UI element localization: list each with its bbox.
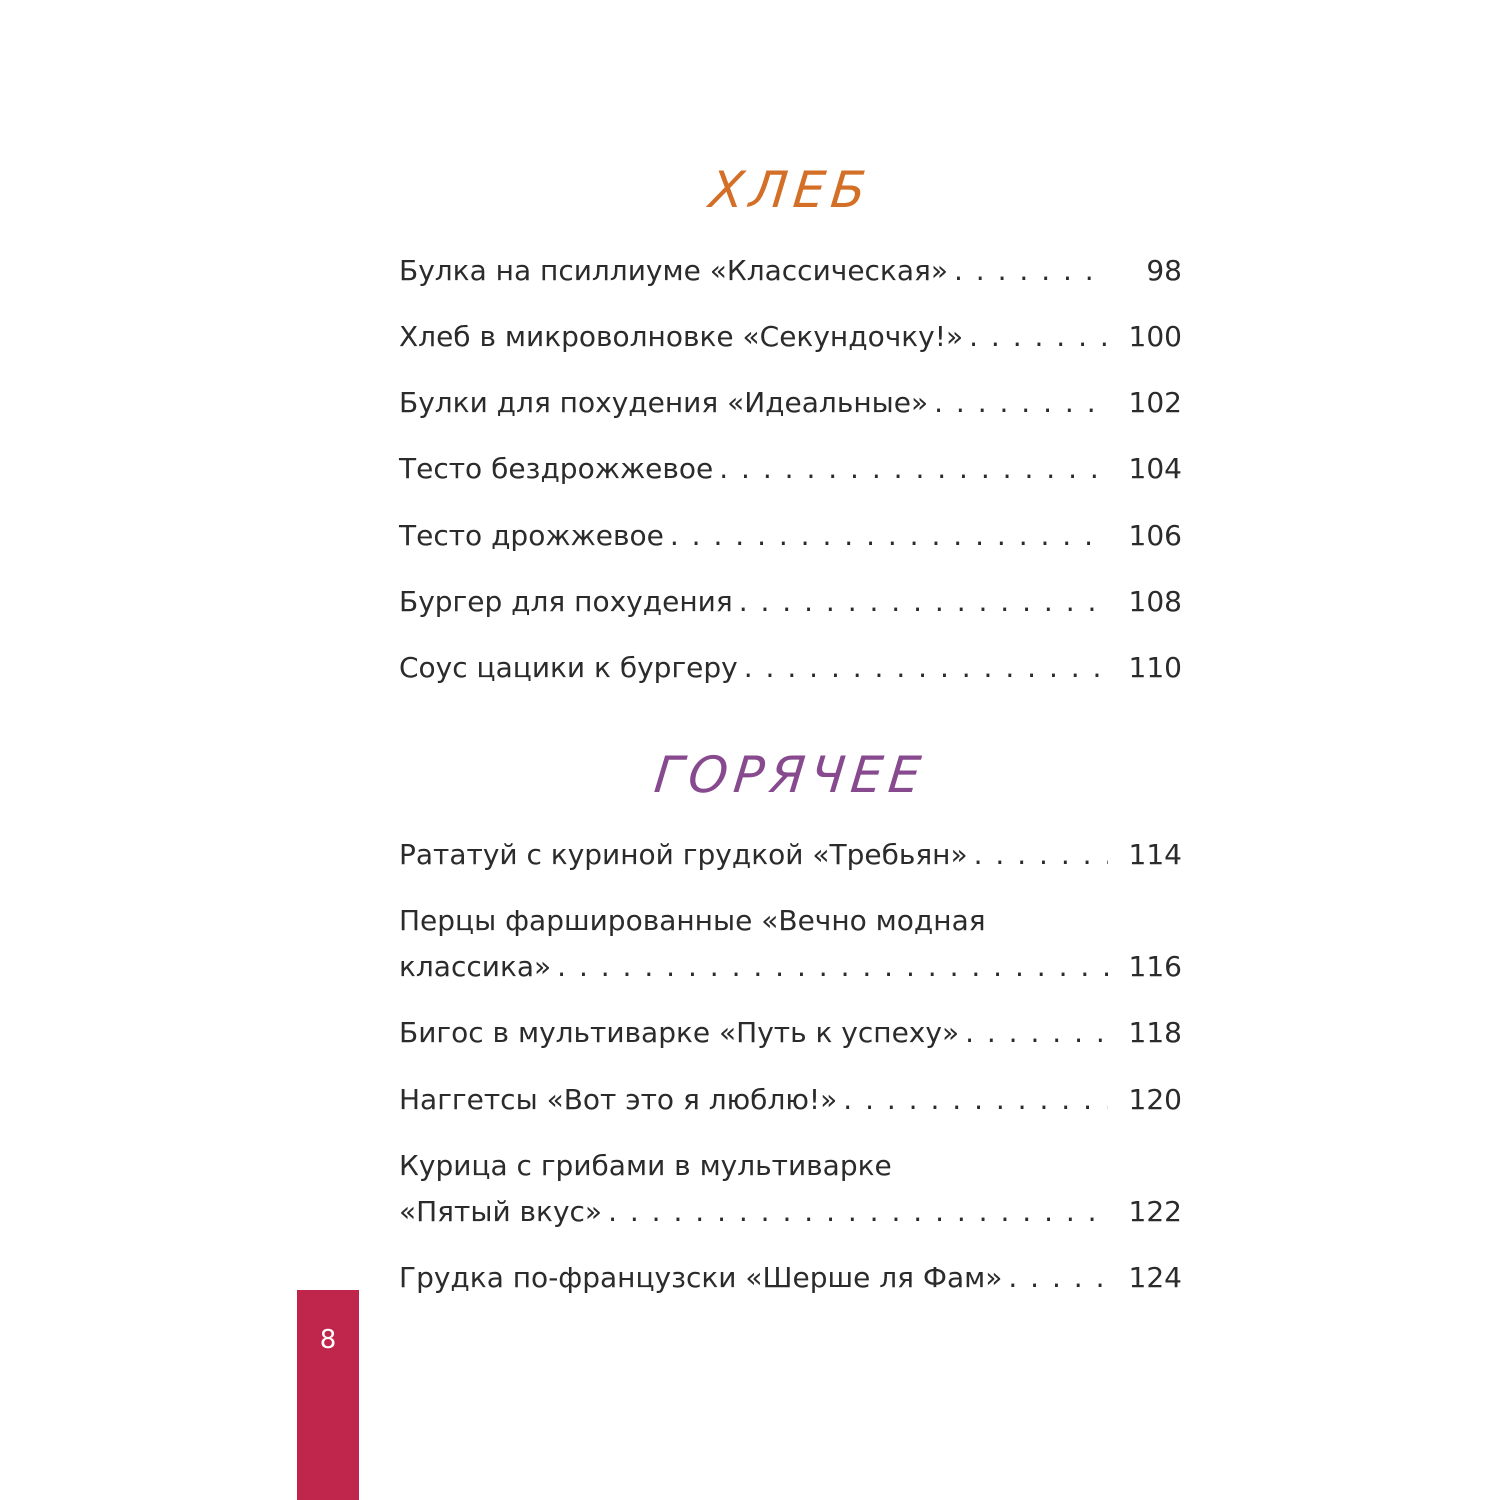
entry-title: Соус цацики к бургеру — [399, 651, 738, 684]
entry-title: Бургер для похудения — [399, 585, 733, 618]
entry-title: Булка на псиллиуме «Классическая» — [399, 254, 948, 287]
toc-entry[interactable] — [399, 1010, 1182, 1056]
dot-leader — [934, 380, 1108, 426]
dot-leader — [608, 1189, 1108, 1235]
toc-entry[interactable] — [399, 380, 1182, 426]
dot-leader — [954, 248, 1108, 294]
dot-leader — [670, 513, 1108, 559]
entry-title-line-2: классика» — [399, 950, 552, 983]
toc-entry[interactable] — [399, 513, 1182, 559]
entry-title-line-2: «Пятый вкус» — [399, 1195, 603, 1228]
page-number: 8 — [319, 1325, 337, 1355]
dot-leader — [969, 314, 1108, 360]
entry-title: Бигос в мультиварке «Путь к успеху» — [399, 1016, 960, 1049]
toc-entry[interactable] — [399, 579, 1182, 625]
entry-title: Наггетсы «Вот это я люблю!» — [399, 1083, 838, 1116]
entry-title: Тесто дрожжевое — [399, 519, 664, 552]
entry-title-line-1: Перцы фаршированные «Вечно модная — [399, 904, 986, 937]
dot-leader — [1008, 1255, 1108, 1301]
section-title-hot: ГОРЯЧЕЕ — [651, 746, 930, 804]
entry-title: Хлеб в микроволновке «Секундочку!» — [399, 320, 964, 353]
dot-leader — [965, 1010, 1108, 1056]
toc-entry[interactable] — [399, 832, 1182, 878]
entry-page: 114 — [1128, 838, 1182, 871]
entry-page: 102 — [1128, 386, 1182, 419]
page-number-tab — [297, 1290, 359, 1500]
dot-leader — [739, 579, 1108, 625]
toc-entry[interactable] — [399, 314, 1182, 360]
dot-leader — [744, 645, 1108, 691]
entry-page: 122 — [1128, 1195, 1182, 1228]
toc-entry[interactable] — [399, 446, 1182, 492]
entry-title-line-1: Курица с грибами в мультиварке — [399, 1149, 892, 1182]
entry-title: Рататуй с куриной грудкой «Требьян» — [399, 838, 968, 871]
dot-leader — [974, 832, 1108, 878]
toc-entry[interactable] — [399, 248, 1182, 294]
entry-page: 106 — [1128, 519, 1182, 552]
entry-page: 98 — [1146, 254, 1182, 287]
entry-page: 108 — [1128, 585, 1182, 618]
entry-title: Булки для похудения «Идеальные» — [399, 386, 929, 419]
entry-page: 118 — [1128, 1016, 1182, 1049]
toc-entry[interactable] — [399, 1255, 1182, 1301]
dot-leader — [843, 1077, 1108, 1123]
toc-entry[interactable] — [399, 898, 1182, 990]
toc-entry[interactable] — [399, 645, 1182, 691]
dot-leader — [719, 446, 1108, 492]
entry-title: Грудка по-французски «Шерше ля Фам» — [399, 1261, 1003, 1294]
entry-page: 110 — [1128, 651, 1182, 684]
dot-leader — [557, 944, 1108, 990]
entry-page: 104 — [1128, 452, 1182, 485]
entry-page: 116 — [1128, 950, 1182, 983]
entry-page: 120 — [1128, 1083, 1182, 1116]
toc-entry[interactable] — [399, 1077, 1182, 1123]
entry-title: Тесто бездрожжевое — [399, 452, 714, 485]
entry-page: 124 — [1128, 1261, 1182, 1294]
toc-entry[interactable] — [399, 1143, 1182, 1235]
section-title-bread: ХЛЕБ — [706, 161, 875, 219]
entry-page: 100 — [1128, 320, 1182, 353]
